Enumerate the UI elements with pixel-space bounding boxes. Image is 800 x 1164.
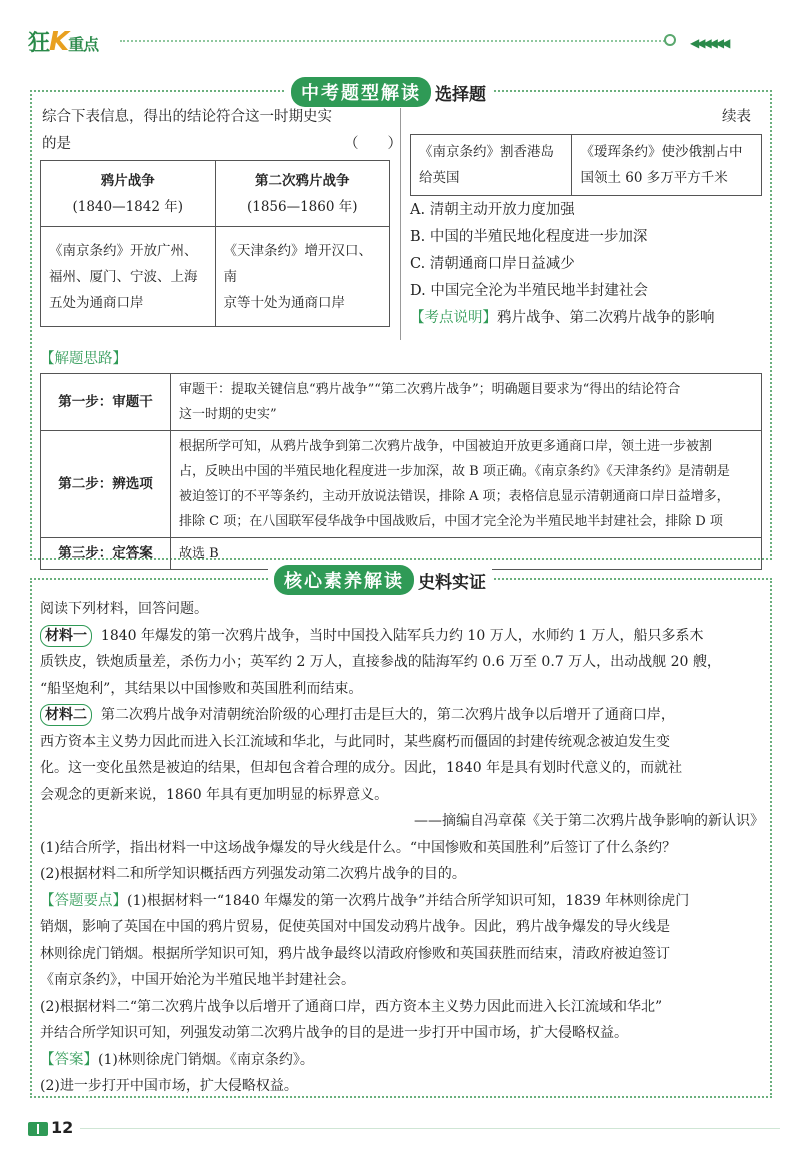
step-row: 第一步：审题干 审题干：提取关键信息“鸦片战争”“第二次鸦片战争”；明确题目要求为“得出的结论符合 这一时期的史实” <box>41 374 762 431</box>
continued-label: 续表 <box>722 109 751 125</box>
exam-point-text: 鸦片战争、第二次鸦片战争的影响 <box>497 310 715 326</box>
core-section-title: 核心素养解读 史料实证 <box>268 565 492 595</box>
thinking-tag: 【解题思路】 <box>40 351 127 367</box>
brand-logo: 狂K重点 <box>28 27 99 57</box>
source-citation: ——摘编自冯章葆《关于第二次鸦片战争影响的新认识》 <box>414 813 764 829</box>
question-2: (2)根据材料二和所学知识概括西方列强发动第二次鸦片战争的目的。 <box>40 866 466 882</box>
exam-point-tag: 【考点说明】 <box>410 310 497 326</box>
book-icon <box>28 1122 48 1136</box>
continued-table: 《南京条约》割香港岛 给英国 《瑷珲条约》使沙俄割占中 国领土 60 多万平方千米 <box>410 134 762 196</box>
exam-section-title: 中考题型解读 选择题 <box>285 77 492 107</box>
footer-divider <box>80 1128 780 1129</box>
war-table: 鸦片战争 (1840—1842 年) 第二次鸦片战争 (1856—1860 年) 《南京条约》开放广州、 福州、厦门、宁波、上海 五处为通商口岸 《天津条约》增开汉口、南 京等十处为通商口岸 <box>40 160 390 327</box>
option-b[interactable]: B. 中国的半殖民地化程度进一步加深 <box>410 229 648 245</box>
material-2-tag: 材料二 <box>40 704 92 726</box>
circle-icon <box>664 34 676 46</box>
question-text: 综合下表信息，得出的结论符合这一时期史实 的是 （ ） <box>42 109 402 152</box>
step-row: 第三步：定答案 故选 B <box>41 538 762 570</box>
material-1-tag: 材料一 <box>40 625 92 647</box>
key-points-tag: 【答题要点】 <box>40 892 127 909</box>
question-1: (1)结合所学，指出材料一中这场战争爆发的导火线是什么。“中国惨败和英国胜利”后签订了什么条约？ <box>40 839 677 856</box>
page-number: 12 <box>28 1118 73 1137</box>
option-a[interactable]: A. 清朝主动开放力度加强 <box>410 202 575 218</box>
column-divider <box>400 108 401 340</box>
option-c[interactable]: C. 清朝通商口岸日益减少 <box>410 256 575 272</box>
options-list <box>410 197 715 332</box>
step-row: 第二步：辨选项 根据所学可知，从鸦片战争到第二次鸦片战争，中国被迫开放更多通商口岸，领土进一步被割 占，反映出中国的半殖民地化程度进一步加深，故 B 项正确。《南京条约》《天津条约》是清朝是 被迫签订的不平等条约，主动开放说法错误，排除 A 项；表格信息显示清朝通商口岸日益增多， 排除 C 项；在八国联军侵华战争中国战败后，中国才完全沦为半殖民地半封建社会，排除 D 项 <box>41 431 762 538</box>
option-d[interactable]: D. 中国完全沦为半殖民地半封建社会 <box>410 283 648 299</box>
steps-table <box>40 373 762 570</box>
material-block: 阅读下列材料，回答问题。 材料一 1840 年爆发的第一次鸦片战争，当时中国投入陆军兵力约 10 万人，水师约 1 万人，船只多系木 质铁皮，铁炮质量差，杀伤力小；英军约 2 万人，直接参战的陆海军约 0.6 万至 0.7 万人，出动战舰 20 艘， “船坚炮利”，其结果以中国惨败和英国胜利而结束。 材料二 第二次鸦片战争对清朝统治阶级的心理打击是巨大的，第二次鸦片战争以后增开了通商口岸， 西方资本主义势力因此而进入长江流域和华北，与此同时，某些腐朽而僵固的封建传统观念被迫发生变 化。这一变化虽然是被迫的结果，但却包含着合理的成分。因此，1840 年是具有划时代意义的，而就社 会观念的更新来说，1860 年具有更加明显的标界意义。 ——摘编自冯章葆《关于第二次鸦片战争影响的新认识》 (1)结合所学，指出材料一中这场战争爆发的导火线是什么。“中国惨败和英国胜利”后签订了什么条约？ (2)根据材料二和所学知识概括西方列强发动第二次鸦片战争的目的。 【答题要点】(1)根据材料一“1840 年爆发的第一次鸦片战争”并结合所学知识可知，1839 年林则徐虎门 销烟，影响了英国在中国的鸦片贸易，促使英国对中国发动鸦片战争。因此，鸦片战争爆发的导火线是 林则徐虎门销烟。根据所学知识可知，鸦片战争最终以清政府惨败和英国获胜而结束，清政府被迫签订 《南京条约》，中国开始沦为半殖民地半封建社会。 (2)根据材料二“第二次鸦片战争以后增开了通商口岸，西方资本主义势力因此而进入长江流域和华北” 并结合所学知识可知，列强发动第二次鸦片战争的目的是进一步打开中国市场，扩大侵略权益。 【答案】(1)林则徐虎门销烟。《南京条约》。 (2)进一步打开中国市场，扩大侵略权益。 <box>40 601 764 1094</box>
answer-tag: 【答案】 <box>40 1051 98 1068</box>
chevron-left-icon: ◀◀◀◀◀◀ <box>690 36 728 50</box>
header-divider <box>120 40 665 42</box>
